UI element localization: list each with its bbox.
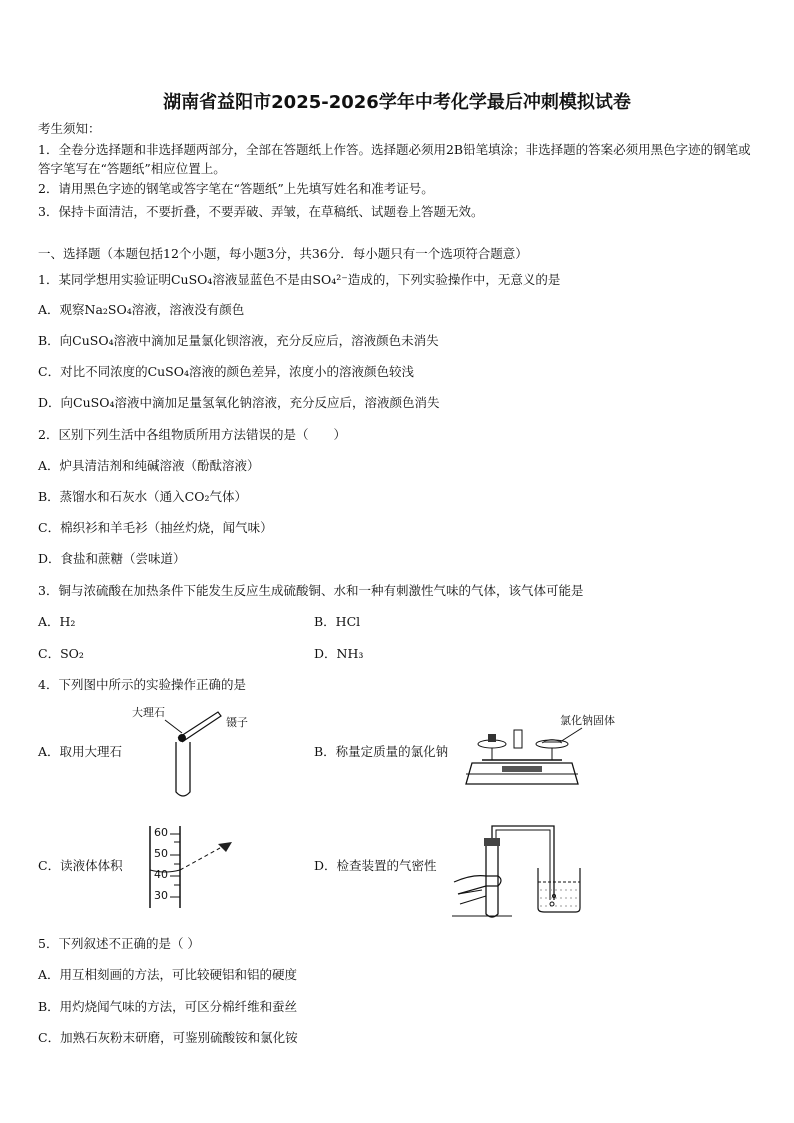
- q2-option-d: D．食盐和蔗糖（尝味道）: [38, 551, 186, 566]
- balance-drawing: [462, 708, 652, 798]
- marble-test-tube-drawing: [130, 700, 250, 800]
- q1-option-b: B．向CuSO₄溶液中滴加足量氯化钡溶液，充分反应后，溶液颜色未消失: [38, 333, 439, 348]
- q3-option-a: A．H₂: [38, 614, 76, 629]
- q2-stem: 2．区别下列生活中各组物质所用方法错误的是（ ）: [38, 427, 346, 442]
- figure-marble-test-tube: [130, 700, 250, 800]
- notice-heading: 考生须知：: [38, 121, 101, 136]
- q4-option-c: C．读液体体积: [38, 858, 123, 873]
- q4-option-b: B．称量定质量的氯化钠: [314, 744, 449, 759]
- q3-option-c: C．SO₂: [38, 646, 84, 661]
- q2-option-a: A．炉具清洁剂和纯碱溶液（酚酞溶液）: [38, 458, 260, 473]
- airtightness-drawing: [452, 820, 622, 920]
- q2-option-b: B．蒸馏水和石灰水（通入CO₂气体）: [38, 489, 248, 504]
- q3-option-d: D．NH₃: [314, 646, 364, 661]
- page-title: 湖南省益阳市2025-2026学年中考化学最后冲刺模拟试卷: [163, 92, 631, 113]
- figure-balance: [462, 708, 652, 798]
- q5-stem: 5．下列叙述不正确的是（ ）: [38, 936, 200, 951]
- q1-option-a: A．观察Na₂SO₄溶液，溶液没有颜色: [38, 302, 245, 317]
- fig-a-label-tweezers: 镊子: [226, 716, 248, 729]
- figure-graduated-cylinder: [140, 822, 260, 912]
- q4-stem: 4．下列图中所示的实验操作正确的是: [38, 677, 246, 692]
- q3-stem: 3．铜与浓硫酸在加热条件下能发生反应生成硫酸铜、水和一种有刺激性气味的气体，该气体可能是: [38, 583, 584, 598]
- q1-option-c: C．对比不同浓度的CuSO₄溶液的颜色差异，浓度小的溶液颜色较浅: [38, 364, 415, 379]
- notice-item-1: 1．全卷分选择题和非选择题两部分，全部在答题纸上作答。选择题必须用2B铅笔填涂；非选择题的答案必须用黑色字迹的钢笔或答字笔写在“答题纸”相应位置上。: [38, 142, 751, 176]
- cylinder-tick-30: 30: [154, 889, 168, 902]
- notice-item-2: 2．请用黑色字迹的钢笔或答字笔在“答题纸”上先填写姓名和准考证号。: [38, 181, 434, 196]
- fig-a-label-marble: 大理石: [132, 706, 165, 719]
- cylinder-tick-60: 60: [154, 826, 168, 839]
- q5-option-a: A．用互相刻画的方法，可比较硬铝和铝的硬度: [38, 967, 298, 982]
- q2-option-c: C．棉织衫和羊毛衫（抽丝灼烧，闻气味）: [38, 520, 273, 535]
- q5-option-c: C．加熟石灰粉末研磨，可鉴别硫酸铵和氯化铵: [38, 1030, 298, 1045]
- q4-option-d: D．检查装置的气密性: [314, 858, 437, 873]
- q4-option-a: A．取用大理石: [38, 744, 123, 759]
- figure-airtightness-check: [452, 820, 622, 920]
- q1-option-d: D．向CuSO₄溶液中滴加足量氢氧化钠溶液，充分反应后，溶液颜色消失: [38, 395, 440, 410]
- q1-stem: 1．某同学想用实验证明CuSO₄溶液显蓝色不是由SO₄²⁻造成的，下列实验操作中，无意义的是: [38, 272, 561, 287]
- q3-option-b: B．HCl: [314, 614, 361, 629]
- cylinder-tick-40: 40: [154, 868, 168, 881]
- section-heading: 一、选择题（本题包括12个小题，每小题3分，共36分．每小题只有一个选项符合题意）: [38, 246, 528, 261]
- q5-option-b: B．用灼烧闻气味的方法，可区分棉纤维和蚕丝: [38, 999, 298, 1014]
- fig-b-label-nacl: 氯化钠固体: [560, 714, 615, 727]
- notice-item-3: 3．保持卡面清洁，不要折叠，不要弄破、弄皱，在草稿纸、试题卷上答题无效。: [38, 204, 484, 219]
- cylinder-tick-50: 50: [154, 847, 168, 860]
